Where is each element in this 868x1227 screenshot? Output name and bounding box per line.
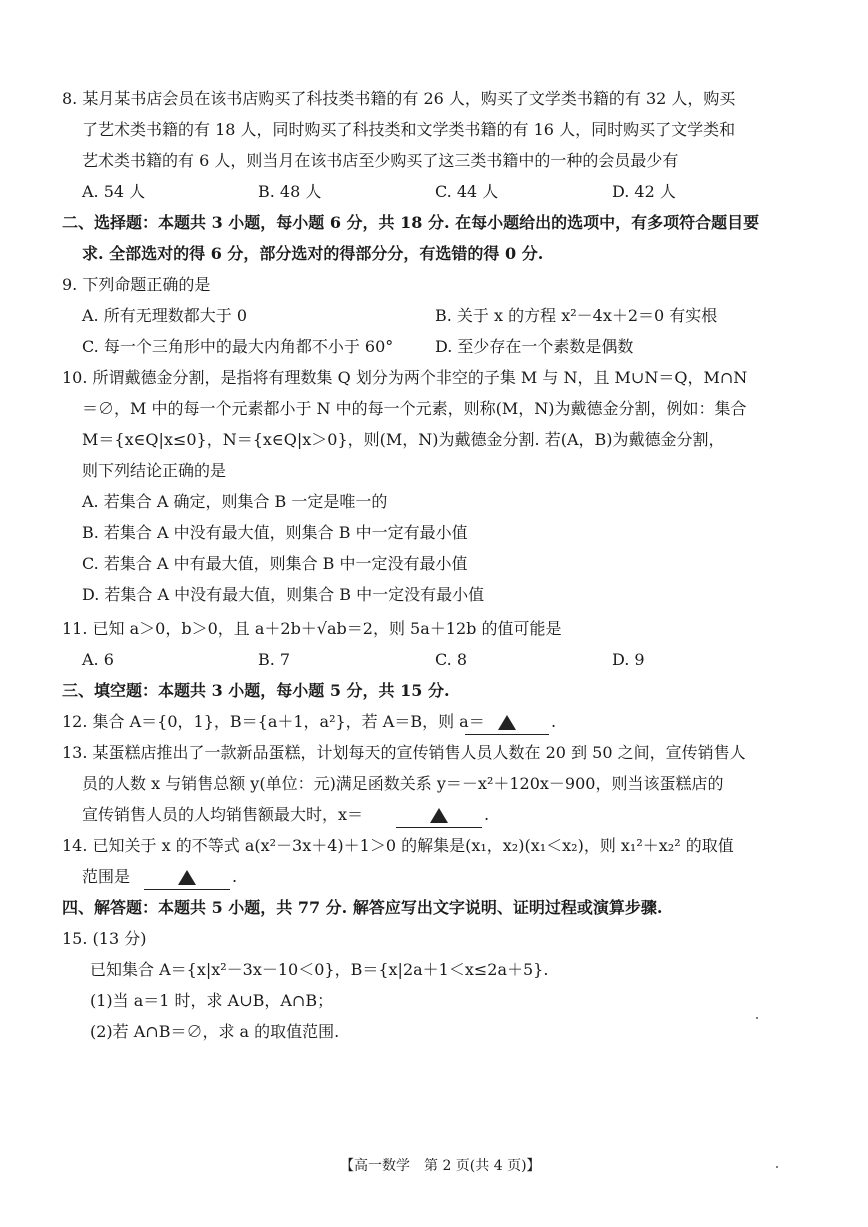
q15-line-3: (2)若 A∩B＝∅，求 a 的取值范围. bbox=[90, 1022, 340, 1041]
q12-end-period: . bbox=[551, 712, 557, 731]
q10-option-d: D. 若集合 A 中没有最大值，则集合 B 中一定没有最小值 bbox=[82, 585, 485, 604]
q11-option-a: A. 6 bbox=[82, 650, 114, 669]
q13-end-period: . bbox=[484, 805, 490, 824]
q10-option-a: A. 若集合 A 确定，则集合 B 一定是唯一的 bbox=[82, 492, 388, 511]
q10-line-4: 则下列结论正确的是 bbox=[82, 461, 227, 480]
page-footer: 【高一数学 第 2 页(共 4 页)】 bbox=[340, 1158, 541, 1174]
q10-line-1: 10. 所谓戴德金分割，是指将有理数集 Q 划分为两个非空的子集 M 与 N，且 M∪N＝Q，M∩N bbox=[62, 368, 748, 387]
q8-option-b: B. 48 人 bbox=[258, 182, 322, 201]
q8-line-1: 8. 某月某书店会员在该书店购买了科技类书籍的有 26 人，购买了文学类书籍的有 32 人，购买 bbox=[62, 89, 736, 108]
q11-option-c: C. 8 bbox=[435, 650, 468, 669]
q14-line-2: 范围是 bbox=[82, 867, 131, 886]
section-2-heading-line-2: 求. 全部选对的得 6 分，部分选对的得部分分，有选错的得 0 分. bbox=[82, 244, 544, 263]
q8-option-a: A. 54 人 bbox=[82, 182, 146, 201]
q13-line-1: 13. 某蛋糕店推出了一款新品蛋糕，计划每天的宣传销售人员人数在 20 到 50 之间，宣传销售人 bbox=[62, 743, 746, 762]
q8-line-3: 艺术类书籍的有 6 人，则当月在该书店至少购买了这三类书籍中的一种的会员最少有 bbox=[82, 151, 679, 170]
q11-option-b: B. 7 bbox=[258, 650, 291, 669]
triangle-marker-icon bbox=[430, 808, 448, 823]
q10-option-c: C. 若集合 A 中有最大值，则集合 B 中一定没有最小值 bbox=[82, 554, 468, 573]
q10-line-3: M＝{x∈Q|x≤0}，N＝{x∈Q|x＞0}，则(M，N)为戴德金分割. 若(A，B)为戴德金分割， bbox=[82, 430, 725, 449]
q15-line-2: (1)当 a＝1 时，求 A∪B，A∩B； bbox=[90, 991, 334, 1010]
q11-stem: 11. 已知 a＞0，b＞0，且 a＋2b＋√ab＝2，则 5a＋12b 的值可能是 bbox=[62, 619, 562, 638]
triangle-marker-icon bbox=[178, 870, 196, 885]
section-4-heading: 四、解答题：本题共 5 小题，共 77 分. 解答应写出文字说明、证明过程或演算步骤. bbox=[62, 898, 663, 917]
q9-stem: 9. 下列命题正确的是 bbox=[62, 275, 211, 294]
q10-option-b: B. 若集合 A 中没有最大值，则集合 B 中一定有最小值 bbox=[82, 523, 468, 542]
q14-line-1: 14. 已知关于 x 的不等式 a(x²－3x＋4)＋1＞0 的解集是(x₁，x₂)(x₁＜x₂)，则 x₁²＋x₂² 的取值 bbox=[62, 836, 734, 855]
q8-option-d: D. 42 人 bbox=[612, 182, 676, 201]
q12-text: 12. 集合 A＝{0，1}，B＝{a＋1，a²}，若 A＝B，则 a＝ bbox=[62, 712, 485, 731]
section-3-heading: 三、填空题：本题共 3 小题，每小题 5 分，共 15 分. bbox=[62, 681, 450, 700]
section-2-heading-line-1: 二、选择题：本题共 3 小题，每小题 6 分，共 18 分. 在每小题给出的选项中，有多项符合题目要 bbox=[62, 213, 760, 232]
q11-option-d: D. 9 bbox=[612, 650, 645, 669]
q13-line-3: 宣传销售人员的人均销售额最大时，x＝ bbox=[82, 805, 364, 824]
q9-option-b: B. 关于 x 的方程 x²－4x＋2＝0 有实根 bbox=[435, 306, 718, 325]
q13-line-2: 员的人数 x 与销售总额 y(单位：元)满足函数关系 y＝－x²＋120x－900，则当该蛋糕店的 bbox=[82, 774, 724, 793]
q9-option-d: D. 至少存在一个素数是偶数 bbox=[435, 337, 634, 356]
q9-option-a: A. 所有无理数都大于 0 bbox=[82, 306, 247, 325]
scan-speck bbox=[776, 1166, 778, 1168]
triangle-marker-icon bbox=[498, 715, 516, 730]
q10-line-2: ＝∅，M 中的每一个元素都小于 N 中的每一个元素，则称(M，N)为戴德金分割，例如：集合 bbox=[82, 399, 747, 418]
q15-line-1: 已知集合 A＝{x|x²－3x－10＜0}，B＝{x|2a＋1＜x≤2a＋5}. bbox=[90, 960, 549, 979]
q8-line-2: 了艺术类书籍的有 18 人，同时购买了科技类和文学类书籍的有 16 人，同时购买了文学类和 bbox=[82, 120, 736, 139]
q15-heading: 15. (13 分) bbox=[62, 929, 147, 948]
scan-speck bbox=[756, 1017, 758, 1019]
q14-end-period: . bbox=[232, 867, 238, 886]
q9-option-c: C. 每一个三角形中的最大内角都不小于 60° bbox=[82, 337, 394, 356]
q8-option-c: C. 44 人 bbox=[435, 182, 499, 201]
